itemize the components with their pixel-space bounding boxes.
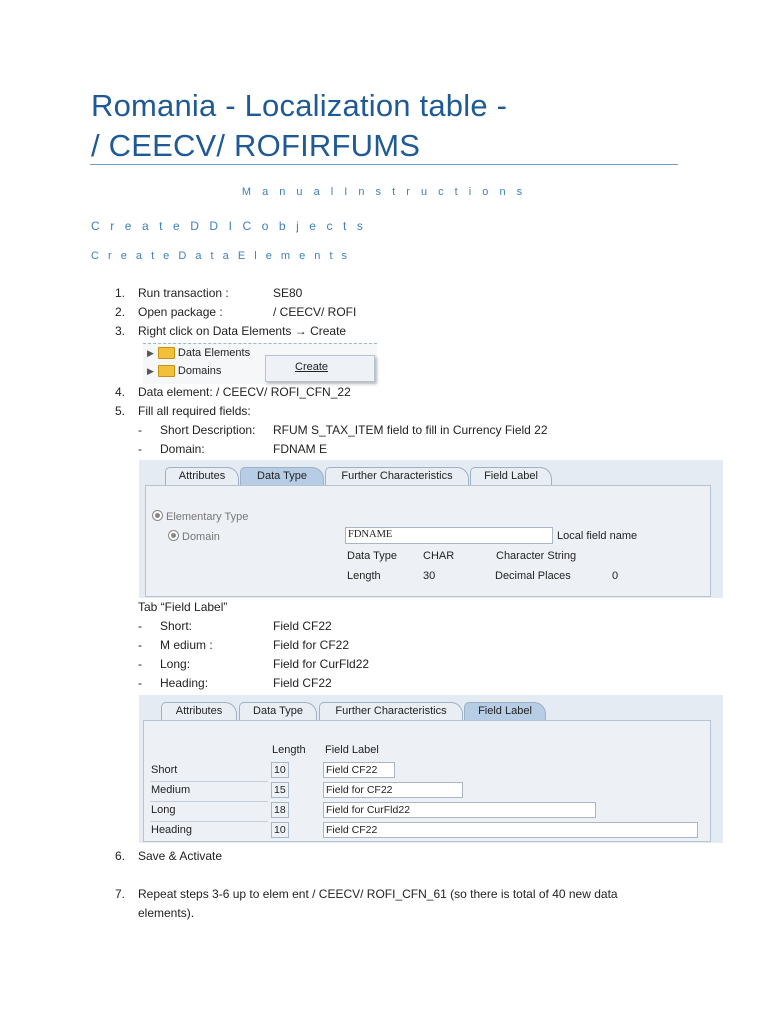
step-label: Run transaction : xyxy=(138,286,229,300)
folder-icon xyxy=(158,347,175,359)
field-label: Short: xyxy=(160,619,193,633)
context-menu xyxy=(265,355,375,382)
row-name-short: Short xyxy=(151,764,178,776)
bullet-dash: - xyxy=(138,619,142,633)
heading-create-data-elements: C r e a t e D a t a E l e m e n t s xyxy=(91,250,351,262)
step-number: 7. xyxy=(114,887,125,901)
radio-domain[interactable]: Domain xyxy=(168,530,220,543)
field-value: Field for CurFld22 xyxy=(273,657,370,671)
length-medium-field: 15 xyxy=(271,782,289,798)
folder-icon xyxy=(158,365,175,377)
domain-input[interactable]: FDNAME xyxy=(345,527,553,544)
tab-further-characteristics[interactable]: Further Characteristics xyxy=(325,467,469,485)
context-menu-create[interactable]: Create xyxy=(295,361,329,373)
step-value: / CEECV/ ROFI xyxy=(273,305,357,319)
step-label: Open package : xyxy=(138,305,223,319)
title-line-1: Romania - Localization table - xyxy=(91,88,508,123)
field-value: RFUM S_TAX_ITEM field to fill in Currency Field 22 xyxy=(273,423,548,437)
field-label: Domain: xyxy=(160,442,205,456)
tab-field-label[interactable]: Field Label xyxy=(464,702,546,720)
length-short-field: 10 xyxy=(271,762,289,778)
tab-data-type[interactable]: Data Type xyxy=(239,702,317,720)
data-type-value: CHAR xyxy=(423,550,455,562)
column-length-header: Length xyxy=(272,744,306,756)
label-heading-input[interactable]: Field CF22 xyxy=(323,822,698,838)
data-type-panel-body xyxy=(145,485,711,597)
field-label-panel-body xyxy=(143,720,711,842)
local-field-name-label: Local field name xyxy=(557,530,638,542)
radio-elementary-type[interactable]: Elementary Type xyxy=(152,510,248,523)
step-label-line-2: elements). xyxy=(138,906,195,920)
length-value: 30 xyxy=(423,570,436,582)
row-divider xyxy=(150,801,268,802)
heading-manual-instructions: M a n u a l I n s t r u c t i o n s xyxy=(241,186,527,198)
field-label: Short Description: xyxy=(160,423,256,437)
field-label-panel-screenshot xyxy=(139,695,723,843)
radio-icon[interactable] xyxy=(152,510,163,521)
step-number: 4. xyxy=(114,385,125,399)
bullet-dash: - xyxy=(138,676,142,690)
step-label-line-1: Repeat steps 3-6 up to elem ent / CEECV/ ROFI_CFN_61 (so there is total of 40 new data xyxy=(138,887,618,901)
step-number: 5. xyxy=(114,404,125,418)
row-name-medium: Medium xyxy=(151,784,191,796)
expand-arrow-icon[interactable]: ▶ xyxy=(147,366,154,376)
tab-attributes[interactable]: Attributes xyxy=(165,467,239,485)
field-label: Long: xyxy=(160,657,191,671)
step-number: 2. xyxy=(114,305,125,319)
radio-icon[interactable] xyxy=(168,530,179,541)
field-label: M edium : xyxy=(160,638,213,652)
step-number: 6. xyxy=(114,849,125,863)
document-title xyxy=(91,86,507,166)
field-value: Field for CF22 xyxy=(273,638,350,652)
decimal-places-value: 0 xyxy=(612,570,619,582)
field-label: Heading: xyxy=(160,676,209,690)
step-number: 1. xyxy=(114,286,125,300)
decimal-places-label: Decimal Places xyxy=(495,570,571,582)
row-divider xyxy=(150,781,268,782)
step-label: Data element: / CEECV/ ROFI_CFN_22 xyxy=(138,385,351,399)
data-type-panel-screenshot xyxy=(139,460,723,598)
title-line-2: / CEECV/ ROFIRFUMS xyxy=(91,128,421,163)
field-value: Field CF22 xyxy=(273,676,332,690)
data-type-label: Data Type xyxy=(347,550,397,562)
tree-item-data-elements[interactable]: ▶ Data Elements xyxy=(147,347,251,359)
row-divider xyxy=(150,821,268,822)
length-label: Length xyxy=(347,570,381,582)
step-label: Save & Activate xyxy=(138,849,223,863)
tab-field-label[interactable]: Field Label xyxy=(470,467,552,485)
step-value: SE80 xyxy=(273,286,303,300)
bullet-dash: - xyxy=(138,442,142,456)
row-name-long: Long xyxy=(151,804,176,816)
tree-item-domains[interactable]: ▶ Domains xyxy=(147,365,222,377)
bullet-dash: - xyxy=(138,423,142,437)
column-field-label-header: Field Label xyxy=(325,744,379,756)
tab-further-characteristics[interactable]: Further Characteristics xyxy=(319,702,463,720)
tab-data-type[interactable]: Data Type xyxy=(240,467,324,485)
heading-create-ddic: C r e a t e D D I C o b j e c t s xyxy=(91,219,367,233)
title-divider xyxy=(90,164,678,165)
label-medium-input[interactable]: Field for CF22 xyxy=(323,782,463,798)
step-label: Fill all required fields: xyxy=(138,404,251,418)
expand-arrow-icon[interactable]: ▶ xyxy=(147,348,154,358)
field-value: Field CF22 xyxy=(273,619,332,633)
tab-attributes[interactable]: Attributes xyxy=(161,702,237,720)
label-long-input[interactable]: Field for CurFld22 xyxy=(323,802,596,818)
length-long-field: 18 xyxy=(271,802,289,818)
label-short-input[interactable]: Field CF22 xyxy=(323,762,395,778)
bullet-dash: - xyxy=(138,657,142,671)
step-number: 3. xyxy=(114,324,125,338)
field-label-intro: Tab “Field Label” xyxy=(138,600,228,614)
data-type-description: Character String xyxy=(496,550,577,562)
field-value: FDNAM E xyxy=(273,442,327,456)
length-heading-field: 10 xyxy=(271,822,289,838)
step-label: Right click on Data Elements → Create xyxy=(138,324,347,338)
bullet-dash: - xyxy=(138,638,142,652)
row-name-heading: Heading xyxy=(151,824,192,836)
